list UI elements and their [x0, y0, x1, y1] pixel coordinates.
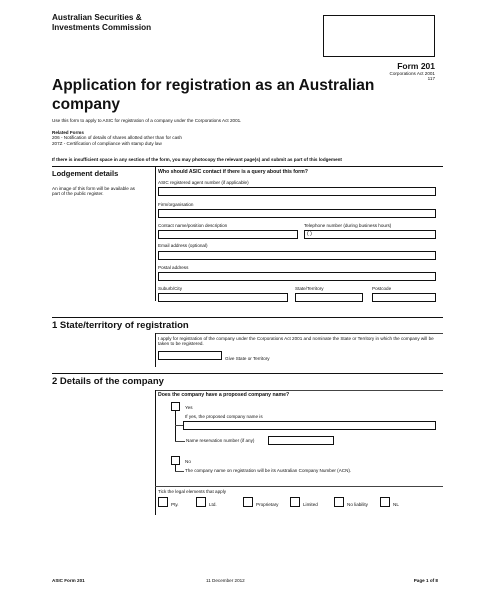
agency-name [52, 13, 151, 34]
branch-line [175, 471, 184, 472]
insufficient-space-note: If there is insufficient space in any section of the form, you may photocopy the relevant page(s) and submit as part of this lodgement [52, 157, 342, 162]
agent-number-field[interactable] [158, 187, 436, 196]
footer-form-id: ASIC Form 201 [52, 578, 85, 583]
branch-line [175, 411, 176, 441]
agency-line-2: Investments Commission [52, 23, 152, 33]
limited-checkbox[interactable] [290, 497, 300, 507]
legal-element-label: Limited [303, 502, 318, 507]
title-line-2: company [52, 95, 121, 113]
divider [155, 390, 443, 391]
legal-element-label: No liability [347, 502, 368, 507]
legal-element-label: NL [393, 502, 399, 507]
no-label: No [185, 459, 191, 464]
column-divider [155, 390, 156, 515]
agent-number-label: ASIC registered agent number (if applicable) [158, 180, 249, 185]
related-form-item: 206 - Notification of details of shares allotted other than for cash [52, 135, 182, 141]
nl-checkbox[interactable] [380, 497, 390, 507]
section-1-statement: I apply for registration of the company under the Corporations Act 2001 and nominate the State or Territory in which the company will be taken to be registered. [158, 336, 434, 347]
column-divider [155, 333, 156, 367]
related-form-item: 207Z - Certification of compliance with stamp duty law [52, 140, 162, 146]
divider [155, 486, 443, 487]
email-label: Email address (optional) [158, 243, 208, 248]
legal-element-label: Ltd. [209, 502, 217, 507]
footer-page-number: Page 1 of 8 [413, 578, 438, 583]
state-label: State/Territory [295, 286, 324, 291]
firm-label: Firm/organisation [158, 202, 194, 207]
email-field[interactable] [158, 251, 436, 260]
related-forms [52, 130, 182, 146]
yes-checkbox[interactable] [171, 402, 180, 411]
legal-element-label: Pty. [171, 502, 179, 507]
branch-line [175, 441, 185, 442]
page-title [52, 77, 374, 114]
yes-label: Yes [185, 405, 193, 410]
legal-element-label: Proprietary [256, 502, 279, 507]
suburb-field[interactable] [158, 293, 288, 302]
if-yes-label: If yes, the proposed company name is [185, 414, 263, 419]
postal-address-field[interactable] [158, 272, 436, 281]
state-territory-field[interactable] [158, 351, 222, 360]
section-2-heading: 2 Details of the company [52, 376, 164, 387]
no-checkbox[interactable] [171, 456, 180, 465]
no-liability-checkbox[interactable] [334, 497, 344, 507]
pty-checkbox[interactable] [158, 497, 168, 507]
area-code-brackets: ( ) [307, 231, 312, 237]
related-forms-label: Related Forms [52, 130, 84, 135]
title-line-1: Application for registration as an Australian [52, 77, 375, 94]
section-number: 117 [427, 76, 435, 82]
contact-name-label: Contact name/position description [158, 223, 228, 228]
proposed-name-field[interactable] [183, 421, 436, 430]
firm-field[interactable] [158, 209, 436, 218]
form-number: Form 201 [397, 61, 435, 71]
give-state-label: Give State or Territory [225, 356, 270, 361]
column-divider [155, 166, 156, 301]
contact-question: Who should ASIC contact if there is a query about this form? [158, 169, 308, 175]
postcode-field[interactable] [372, 293, 436, 302]
contact-name-field[interactable] [158, 230, 298, 239]
branch-line [175, 425, 183, 426]
reservation-number-label: Name reservation number (if any) [186, 438, 255, 443]
postal-address-label: Postal address [158, 265, 189, 270]
form-identifier [390, 61, 435, 82]
postcode-label: Postcode [372, 286, 392, 291]
footer-date: 11 December 2012 [206, 578, 245, 583]
state-field[interactable] [295, 293, 363, 302]
telephone-field[interactable] [304, 230, 436, 239]
office-use-box [323, 15, 435, 57]
divider [52, 317, 443, 318]
intro-text: Use this form to apply to ASIC for registration of a company under the Corporations Act 2001. [52, 118, 242, 123]
public-register-note: An image of this form will be available as part of the public register. [52, 186, 135, 197]
act-name: Corporations Act 2001 [389, 71, 435, 76]
proposed-name-question: Does the company have a proposed company name? [158, 392, 290, 398]
telephone-label: Telephone number (during business hours) [304, 223, 392, 228]
suburb-label: Suburb/City [158, 286, 183, 291]
agency-line-1: Australian Securities & [52, 13, 142, 22]
divider [52, 166, 443, 167]
lodgement-heading: Lodgement details [52, 169, 119, 178]
ltd-checkbox[interactable] [196, 497, 206, 507]
no-acn-note: The company name on registration will be its Australian Company Number (ACN). [185, 468, 352, 473]
section-1-heading: 1 State/territory of registration [52, 320, 189, 331]
divider [155, 333, 443, 334]
reservation-number-field[interactable] [268, 436, 334, 445]
divider [52, 373, 443, 374]
proprietary-checkbox[interactable] [243, 497, 253, 507]
legal-elements-label: Tick the legal elements that apply [158, 489, 227, 494]
